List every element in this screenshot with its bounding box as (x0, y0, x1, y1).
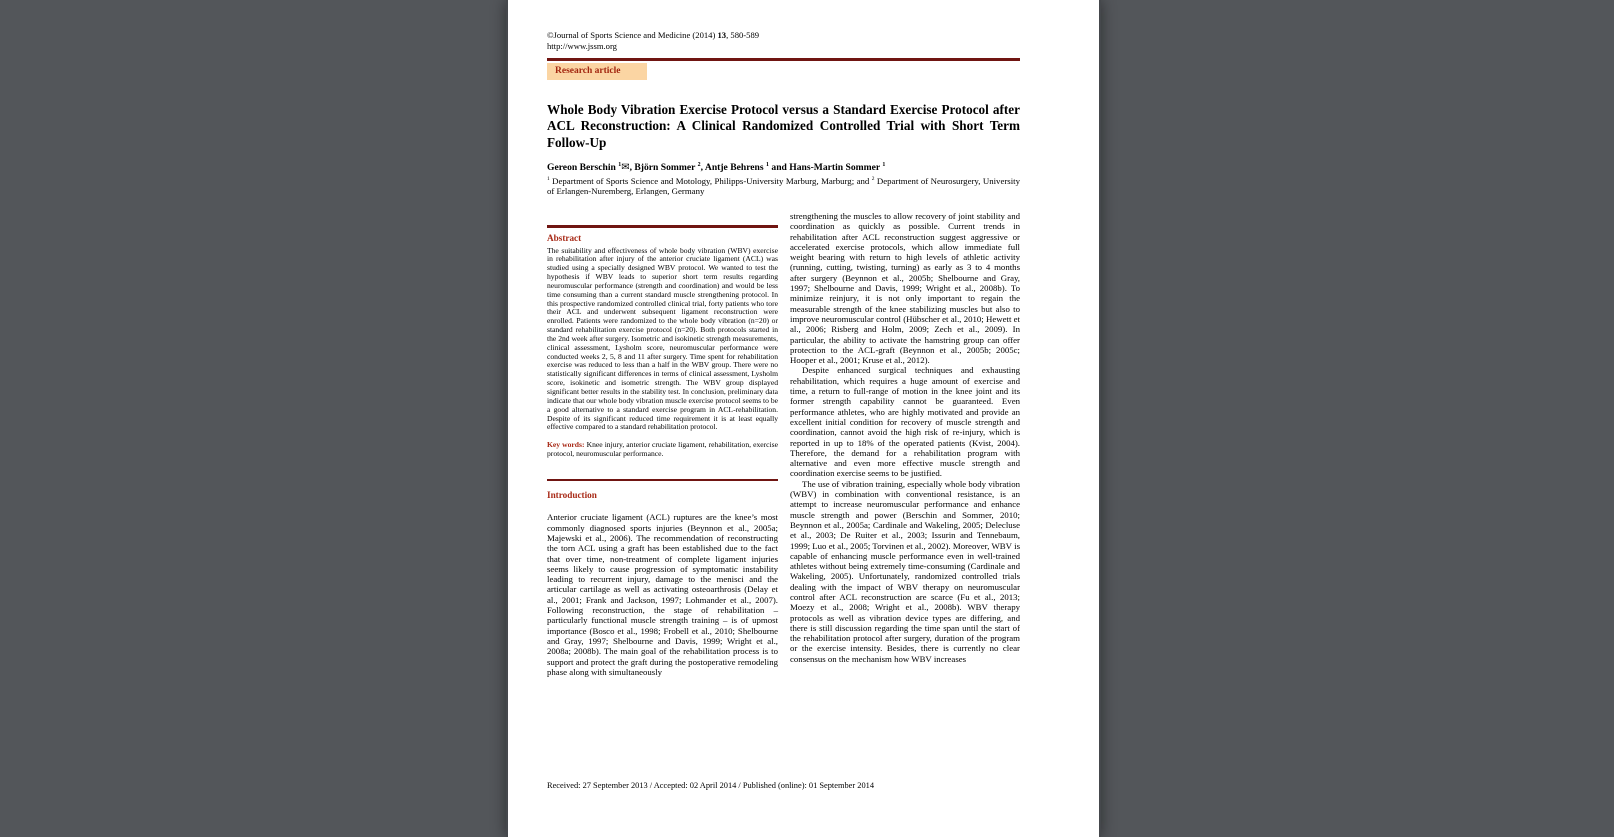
article-title: Whole Body Vibration Exercise Protocol versus a Standard Exercise Protocol after ACL Reconstruction: A Clinical Randomized Controlled Trial with Short Term Follow-Up (547, 102, 1020, 150)
abstract-text: The suitability and effectiveness of whole body vibration (WBV) exercise in rehabilitation after injury of the anterior cruciate ligament (ACL) was studied using a specially designed WBV protocol. We wanted to test the hypothesis if WBV leads to superior short term results regarding neuromuscular performance (strength and coordination) and would be less time consuming than a current standard muscle strengthening protocol. In this prospective randomized controlled clinical trial, forty patients who tore their ACL and underwent subsequent ligament reconstruction were enrolled. Patients were randomized to the whole body vibration (n=20) or standard rehabilitation exercise protocol (n=20). Both protocols started in the 2nd week after surgery. Isometric and isokinetic strength measurements, clinical assessment, Lysholm score, neuromuscular performance were conducted weeks 2, 5, 8 and 11 after surgery. Time spent for rehabilitation exercise was reduced to less than a half in the WBV group. There were no statistically significant differences in terms of clinical assessment, Lysholm score, isokinetic and isometric strength. The WBV group displayed significant better results in the stability test. In conclusion, preliminary data indicate that our whole body vibration muscle exercise protocol seems to be a good alternative to a standard exercise program in ACL-rehabilitation. Despite of its significant reduced time requirement it is at least equally effective compared to a standard rehabilitation protocol. (547, 245, 778, 432)
research-article-badge: Research article (547, 63, 647, 80)
author-superscript-2: 2 (697, 161, 701, 168)
right-column-paragraph-2: Despite enhanced surgical techniques and exhausting rehabilitation, which requires a huge amount of exercise and time, a return to full-range of motion in the knee joint and its former strength capability cannot be guaranteed. Even performance athletes, who are highly motivated and provide an excellent initial condition for recovery of muscle strength and coordination, cannot avoid the high risk of re-injury, which is reported in up to 18% of the operated patients (Kvist, 2004). Therefore, the demand for a rehabilitation program with alternative and even more effective muscle strength and coordination exercise seems to be justified. (790, 365, 1020, 479)
journal-copyright-prefix: ©Journal of Sports Science and Medicine (2014) (547, 30, 718, 40)
affiliation-superscript-1: 1 (547, 176, 550, 183)
introduction-top-rule (547, 479, 778, 482)
paper-page (506, 0, 1101, 837)
author-separator-3: and (769, 162, 790, 173)
journal-copyright-block (547, 30, 759, 51)
left-column (547, 210, 778, 677)
abstract-heading: Abstract (547, 232, 582, 243)
author-superscript-3: 1 (766, 161, 769, 168)
author-superscript-4: 1 (882, 161, 886, 168)
author-name-3: Antje Behrens (704, 162, 767, 173)
right-column-paragraph-1: strengthening the muscles to allow recovery of joint stability and coordination as quickly as possible. Current trends in rehabilitation after ACL reconstruction suggest aggressive or accelerated exercise protocols, which allow immediate full weight bearing with return to high levels of athletic activity (running, cutting, twisting, turning) as early as 3 to 4 months after surgery (Beynnon et al., 2005b; Shelbourne and Gray, 1997; Shelbourne and Davis, 1999; Wright et al., 2008b). To minimize reinjury, it is not only important to regain the measurable strength of the knee stabilizing muscles but also to improve neuromuscular control (Hübscher et al., 2010; Hewett et al., 2006; Risberg and Holm, 2009; Zech et al., 2009). In particular, the ability to activate the hamstring group can offer protection to the ACL-graft (Beynnon et al., 2005b; 2005c; Hooper et al., 2001; Kruse et al., 2012). (790, 211, 1020, 366)
affiliation-text-2: Department of Neurosurgery, University of Erlangen-Nuremberg, Erlangen, Germany (547, 176, 1020, 197)
author-separator-2: , (700, 162, 705, 173)
journal-pages: , 580-589 (726, 30, 760, 40)
author-name-2: Björn Sommer (634, 162, 698, 173)
email-icon[interactable]: ✉ (621, 162, 630, 173)
received-accepted-published-line: Received: 27 September 2013 / Accepted: 02 April 2014 / Published (online): 01 September 2014 (547, 781, 875, 790)
affiliation-line (547, 176, 1020, 197)
journal-url: http://www.jssm.org (547, 40, 617, 51)
journal-volume: 13 (717, 30, 727, 40)
author-name-4: Hans-Martin Sommer (789, 162, 883, 173)
right-column-paragraph-3: The use of vibration training, especially whole body vibration (WBV) in combination with conventional resistance, is an attempt to increase neuromuscular performance and enhance muscle strength and power (Berschin and Sommer, 2010; Beynnon et al., 2005a; Cardinale and Wakeling, 2005; Delecluse et al., 2003; De Ruiter et al., 2003; Issurin and Tennebaum, 1999; Luo et al., 2005; Torvinen et al., 2002). Moreover, WBV is capable of enhancing muscle performance even in well-trained athletes without being extremely time-consuming (Cardinale and Wakeling, 2005). Unfortunately, randomized controlled trials dealing with the impact of WBV therapy on neuromuscular control after ACL reconstruction are scarce (Fu et al., 2013; Moezy et al., 2008; Wright et al., 2008b). WBV therapy protocols as well as vibration device types are differing, and there is still discussion regarding the time span until the start of the rehabilitation protocol after surgery, duration of the program or the exercise intensity. Besides, there is currently no clear consensus on the mechanism how WBV increases (790, 478, 1020, 664)
author-name-1: Gereon Berschin (547, 162, 619, 173)
affiliation-text-1: Department of Sports Science and Motology, Philipps-University Marburg, Marburg; and (549, 176, 872, 186)
keywords-text: Knee injury, anterior cruciate ligament, rehabilitation, exercise protocol, neuromuscular performance. (547, 440, 778, 459)
right-column (790, 211, 1020, 664)
top-horizontal-rule (547, 58, 1020, 61)
two-column-body (547, 210, 1020, 756)
keywords-label: Key words: (547, 440, 585, 450)
introduction-heading: Introduction (547, 490, 597, 501)
affiliation-superscript-2: 2 (871, 176, 875, 183)
introduction-paragraph: Anterior cruciate ligament (ACL) ruptures are the knee’s most commonly diagnosed sports injuries (Beynnon et al., 2005a; Majewski et al., 2006). The recommendation of reconstructing the torn ACL using a graft has been established due to the fact that over time, non-treatment of complete ligament injuries seems likely to cause progression of symptomatic instability leading to recurrent injury, damage to the menisci and the articular cartilage as well as activating osteoarthrosis (Delay et al., 2001; Frank and Jackson, 1997; Lohmander et al., 2007). Following reconstruction, the stage of rehabilitation – particularly functional muscle strength training – is of upmost importance (Bosco et al., 1998; Frobell et al., 2010; Shelbourne and Gray, 1997; Shelbourne and Davis, 1999; Wright et al., 2008a; 2008b). The main goal of the rehabilitation process is to support and protect the graft during the postoperative remodeling phase along with simultaneously (547, 512, 778, 677)
abstract-top-rule (547, 225, 778, 228)
keywords-line (547, 441, 778, 459)
author-separator-1: , (629, 162, 635, 173)
author-superscript-1: 1 (618, 161, 622, 168)
author-line (547, 162, 1020, 173)
